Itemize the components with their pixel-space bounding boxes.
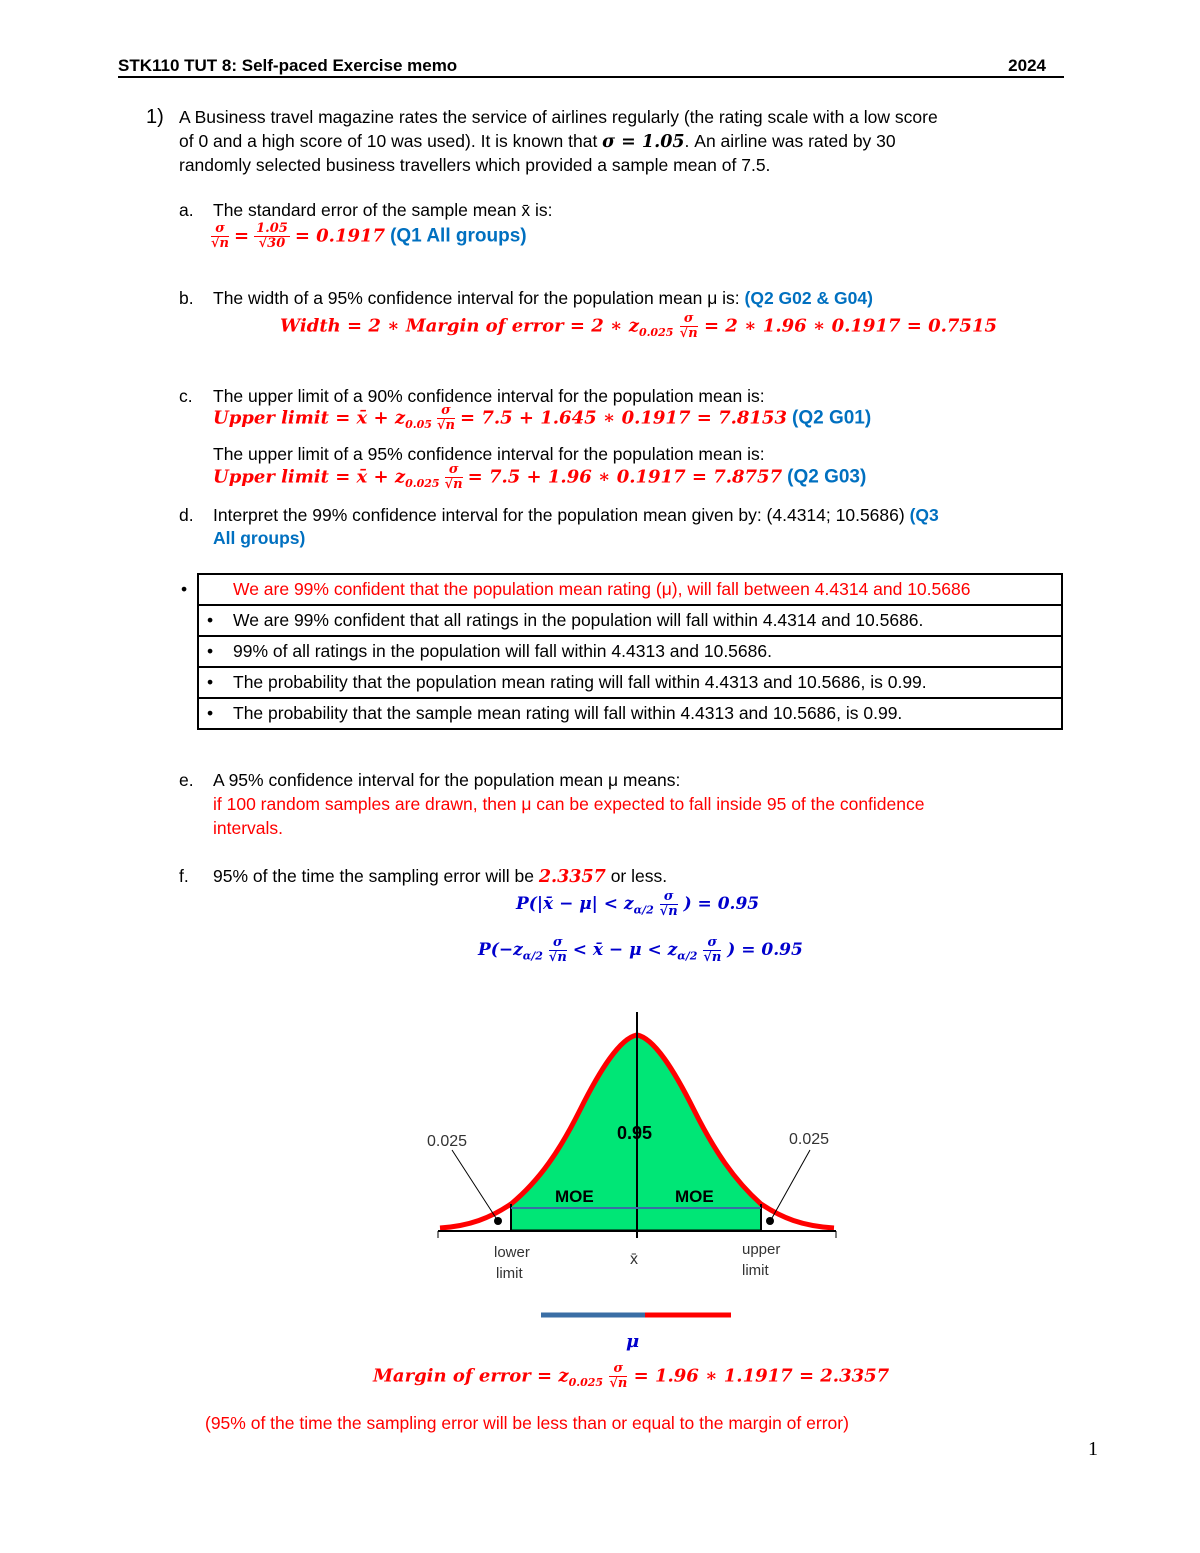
- svg-text:limit: limit: [742, 1262, 769, 1279]
- part-b-label: b.: [179, 288, 194, 308]
- question-number: 1): [146, 106, 164, 128]
- part-b-formula: Width = 2 ∗ Margin of error = 2 ∗ $z_{0.025}$ $\frac{\sigma}{√n}$ = 2 ∗ 1.96 ∗ 0.1917 = 0.7515: [280, 311, 997, 341]
- sigma-value: σ = 1.05: [602, 132, 685, 152]
- part-b-text: The width of a 95% confidence interval for the population mean μ is: (Q2 G02 & G04): [213, 288, 873, 308]
- document-year: 2024: [1008, 56, 1046, 75]
- option-correct: • We are 99% confident that the population mean rating (μ), will fall between 4.4314 and 10.5686: [198, 574, 1062, 605]
- part-e-answer-1: if 100 random samples are drawn, then μ can be expected to fall inside 95 of the confidence: [213, 794, 925, 814]
- svg-text:limit: limit: [496, 1265, 523, 1282]
- part-e-label: e.: [179, 770, 194, 790]
- intro-line-1: A Business travel magazine rates the service of airlines regularly (the rating scale with a low score: [179, 107, 938, 127]
- part-a-text: The standard error of the sample mean x̄ is:: [213, 200, 553, 220]
- part-c-formula-2: Upper limit = x̄ + $z_{0.025}$ $\frac{\sigma}{√n}$ = 7.5 + 1.96 ∗ 0.1917 = 7.8757 (Q2 G03): [213, 462, 867, 492]
- interpretation-options: [181, 573, 1063, 730]
- part-c-label: c.: [179, 386, 193, 406]
- xbar-label: x̄: [630, 1251, 638, 1268]
- option-row: [198, 574, 1062, 605]
- probability-equation-2: $P(-z_{\alpha/2}$ $\frac{\sigma}{√n}$ < x̄ − $\mu < z_{\alpha/2}$ $\frac{\sigma}{√n}$ ) = 0.95: [478, 935, 803, 965]
- moe-left-label: MOE: [555, 1187, 594, 1206]
- header-rule: [118, 76, 1064, 78]
- intro-line-3: randomly selected business travellers which provided a sample mean of 7.5.: [179, 155, 771, 175]
- option: • We are 99% confident that all ratings in the population will fall within 4.4314 and 10.5686.: [198, 605, 1062, 636]
- mu-label: μ: [626, 1331, 640, 1352]
- option-row: [198, 605, 1062, 636]
- option-row: [198, 667, 1062, 698]
- part-c-text-1: The upper limit of a 90% confidence interval for the population mean is:: [213, 386, 765, 406]
- part-c-text-2: The upper limit of a 95% confidence interval for the population mean is:: [213, 444, 765, 464]
- part-e-text: A 95% confidence interval for the population mean μ means:: [213, 770, 681, 790]
- option-row: [198, 636, 1062, 667]
- margin-of-error-formula: Margin of error = $z_{0.025}$ $\frac{\sigma}{√n}$ = 1.96 ∗ 1.1917 = 2.3357: [373, 1361, 890, 1391]
- part-d-label: d.: [179, 505, 194, 525]
- lower-limit-label: lower: [494, 1244, 530, 1261]
- option: • 99% of all ratings in the population will fall within 4.4313 and 10.5686.: [198, 636, 1062, 667]
- option-row: [198, 698, 1062, 729]
- page-header: [118, 56, 1064, 76]
- part-c-tag-2: (Q2 G03): [787, 466, 867, 488]
- upper-limit-label: upper: [742, 1241, 781, 1258]
- part-a-tag: (Q1 All groups): [390, 225, 527, 247]
- center-label: 0.95: [617, 1123, 653, 1143]
- option: • The probability that the population mean rating will fall within 4.4313 and 10.5686, is 0.99.: [198, 667, 1062, 698]
- document-title: STK110 TUT 8: Self-paced Exercise memo: [118, 56, 458, 75]
- part-d-text: Interpret the 99% confidence interval for the population mean given by: (4.4314; 10.5686) (Q3: [213, 505, 939, 525]
- part-b-tag: (Q2 G02 & G04): [744, 288, 873, 308]
- probability-equation-1: P(|x̄ − $\mu| < z_{\alpha/2}$ $\frac{\sigma}{√n}$ ) = 0.95: [516, 889, 760, 919]
- right-tail-label: 0.025: [789, 1131, 830, 1148]
- part-f-value: 2.3357: [538, 867, 606, 887]
- moe-right-label: MOE: [675, 1187, 714, 1206]
- option: • The probability that the sample mean rating will fall within 4.4313 and 10.5686, is 0.99.: [198, 698, 1062, 729]
- intro-line-2: of 0 and a high score of 10 was used). It is known that σ = 1.05. An airline was rated by 30: [179, 131, 896, 152]
- part-f-text: 95% of the time the sampling error will be 2.3357 or less.: [213, 866, 668, 887]
- part-c-tag-1: (Q2 G01): [792, 407, 872, 429]
- left-tail-label: 0.025: [427, 1133, 468, 1150]
- normal-curve-figure: [400, 1000, 860, 1330]
- moe-note: (95% of the time the sampling error will be less than or equal to the margin of error): [205, 1413, 849, 1433]
- part-e-answer-2: intervals.: [213, 818, 284, 838]
- part-a-label: a.: [179, 200, 194, 220]
- part-d-tag: All groups): [213, 528, 306, 548]
- page-number: 1: [1088, 1438, 1098, 1460]
- part-a-formula: $\frac{\sigma}{√n}$ = $\frac{1.05}{√30}$ = 0.1917 (Q1 All groups): [211, 221, 527, 251]
- part-f-label: f.: [179, 866, 189, 886]
- part-c-formula-1: Upper limit = x̄ + $z_{0.05}$ $\frac{\sigma}{√n}$ = 7.5 + 1.645 ∗ 0.1917 = 7.8153 (Q2 G01): [213, 403, 872, 433]
